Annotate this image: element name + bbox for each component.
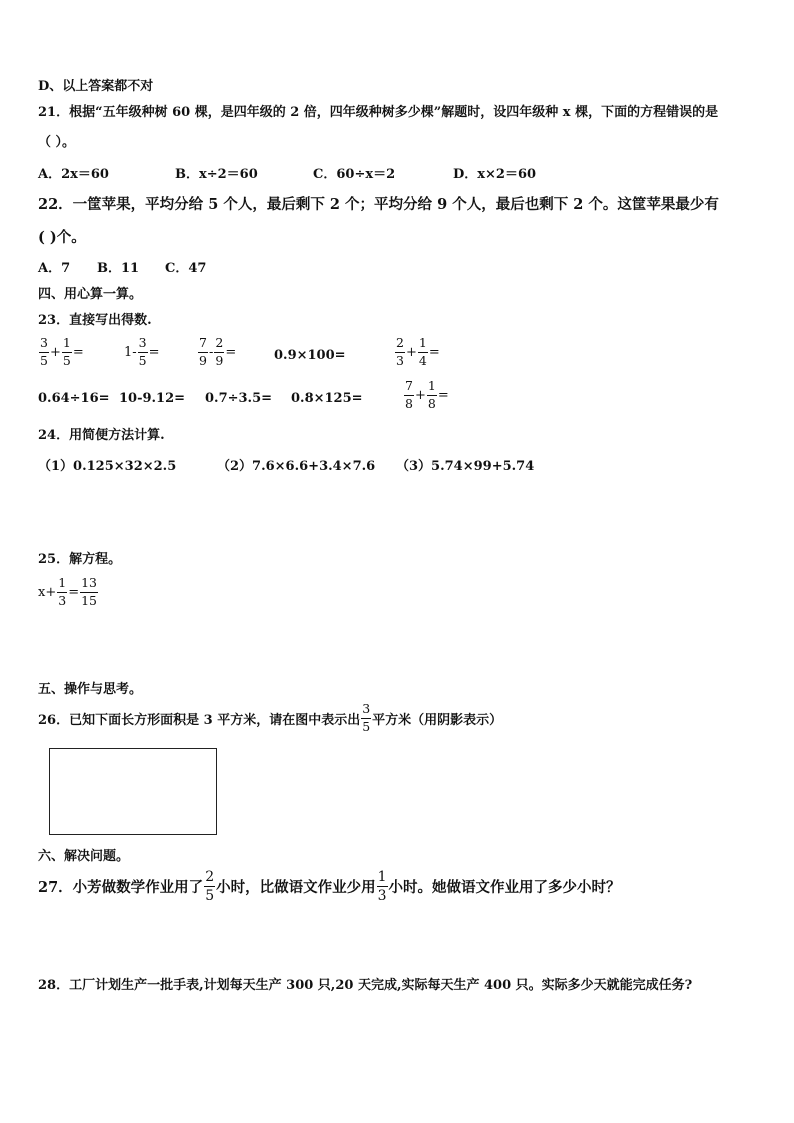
q26-text	[38, 703, 502, 733]
operator: +	[414, 387, 426, 403]
q28-text: 28．工厂计划生产一批手表,计划每天生产 300 只,20 天完成,实际每天生产 400 只。实际多少天就能完成任务?	[38, 978, 693, 993]
q23-expression-10	[403, 380, 449, 410]
q22-text: 22．一筐苹果，平均分给 5 个人，最后剩下 2 个；平均分给 9 个人，最后也剩下 2 个。这筐苹果最少有	[38, 196, 719, 213]
numerator: 7	[405, 378, 413, 393]
q23-title: 23．直接写出得数.	[38, 313, 152, 328]
denominator: 8	[427, 395, 436, 411]
section-6-heading: 六、解决问题。	[38, 849, 130, 864]
fraction	[62, 337, 72, 367]
q23-expression-6: 0.64÷16=	[38, 391, 110, 406]
q23-expression-4: 0.9×100=	[274, 348, 346, 363]
q25-title: 25．解方程。	[38, 552, 122, 567]
fraction	[214, 337, 224, 367]
fraction	[395, 337, 405, 367]
equals-sign: =	[68, 584, 80, 600]
q22-option-b: B．11	[97, 261, 140, 276]
q27-text-before: 27．小芳做数学作业用了	[38, 879, 204, 896]
equals-sign: =	[225, 344, 237, 360]
fraction	[57, 577, 67, 607]
equals-sign: =	[428, 344, 440, 360]
q23-expression-9: 0.8×125=	[291, 391, 363, 406]
numerator: 1	[62, 335, 71, 350]
denominator: 4	[418, 352, 427, 368]
fraction	[377, 870, 388, 903]
denominator: 5	[62, 352, 71, 368]
fraction	[404, 380, 414, 410]
q21-option-b: B．x÷2＝60	[175, 167, 258, 182]
denominator: 5	[362, 718, 371, 734]
q27-text-middle: 小时，比做语文作业少用	[216, 879, 376, 896]
equals-sign: =	[72, 344, 84, 360]
q23-expression-7: 10-9.12=	[119, 391, 186, 406]
q21-option-c: C．60÷x＝2	[313, 167, 396, 182]
numerator: 1	[58, 575, 67, 590]
operator: +	[49, 344, 61, 360]
q27-text	[38, 870, 621, 903]
operator: -	[208, 344, 214, 360]
q24-item-1: （1）0.125×32×2.5	[38, 459, 177, 474]
fraction	[427, 380, 437, 410]
fraction	[80, 577, 98, 607]
q24-item-3: （3）5.74×99+5.74	[396, 459, 535, 474]
fraction	[39, 337, 49, 367]
q23-expression-1	[38, 337, 84, 367]
operand: 1-	[124, 344, 137, 360]
denominator: 15	[81, 592, 97, 608]
q24-title: 24．用简便方法计算.	[38, 428, 165, 443]
section-5-heading: 五、操作与思考。	[38, 682, 143, 697]
section-4-heading: 四、用心算一算。	[38, 287, 143, 302]
denominator: 3	[58, 592, 67, 608]
fraction	[361, 703, 371, 733]
numerator: 3	[138, 335, 147, 350]
q25-equation	[38, 577, 99, 607]
denominator: 5	[138, 352, 147, 368]
denominator: 8	[405, 395, 413, 411]
denominator: 9	[215, 352, 224, 368]
numerator: 3	[362, 701, 371, 716]
fraction	[198, 337, 208, 367]
q21-option-a: A．2x＝60	[38, 167, 109, 182]
denominator: 5	[205, 888, 215, 904]
numerator: 2	[215, 335, 224, 350]
q24-item-2: （2）7.6×6.6+3.4×7.6	[217, 459, 376, 474]
q21-option-d: D．x×2＝60	[453, 167, 537, 182]
q21-text: 21．根据“五年级种树 60 棵，是四年级的 2 倍，四年级种树多少棵”解题时，设四年级种 x 棵，下面的方程错误的是	[38, 105, 719, 120]
q23-expression-3	[197, 337, 236, 367]
equals-sign: =	[437, 387, 449, 403]
denominator: 5	[40, 352, 48, 368]
q26-text-after: 平方米（用阴影表示）	[372, 712, 503, 728]
numerator: 1	[377, 869, 387, 885]
q23-expression-2	[124, 337, 160, 367]
numerator: 7	[199, 335, 207, 350]
rectangle-figure	[49, 748, 217, 835]
q23-expression-5	[394, 337, 440, 367]
prev-question-option-d: D、以上答案都不对	[38, 79, 154, 94]
q22-option-c: C．47	[165, 261, 207, 276]
q22-option-a: A．7	[38, 261, 71, 276]
numerator: 1	[427, 378, 436, 393]
fraction	[204, 870, 215, 903]
q27-text-after: 小时。她做语文作业用了多少小时？	[388, 879, 621, 896]
equals-sign: =	[148, 344, 160, 360]
numerator: 13	[81, 575, 97, 590]
q26-text-before: 26．已知下面长方形面积是 3 平方米，请在图中表示出	[38, 712, 361, 728]
denominator: 9	[199, 352, 207, 368]
fraction	[138, 337, 148, 367]
denominator: 3	[396, 352, 404, 368]
q22-answer-blank: ( )个。	[38, 229, 86, 246]
q23-expression-8: 0.7÷3.5=	[205, 391, 273, 406]
numerator: 1	[418, 335, 427, 350]
operand: x+	[38, 584, 57, 600]
numerator: 3	[40, 335, 48, 350]
fraction	[418, 337, 428, 367]
numerator: 2	[205, 869, 215, 885]
denominator: 3	[377, 888, 387, 904]
operator: +	[405, 344, 417, 360]
q21-answer-blank: （ ）。	[38, 135, 76, 150]
numerator: 2	[396, 335, 404, 350]
